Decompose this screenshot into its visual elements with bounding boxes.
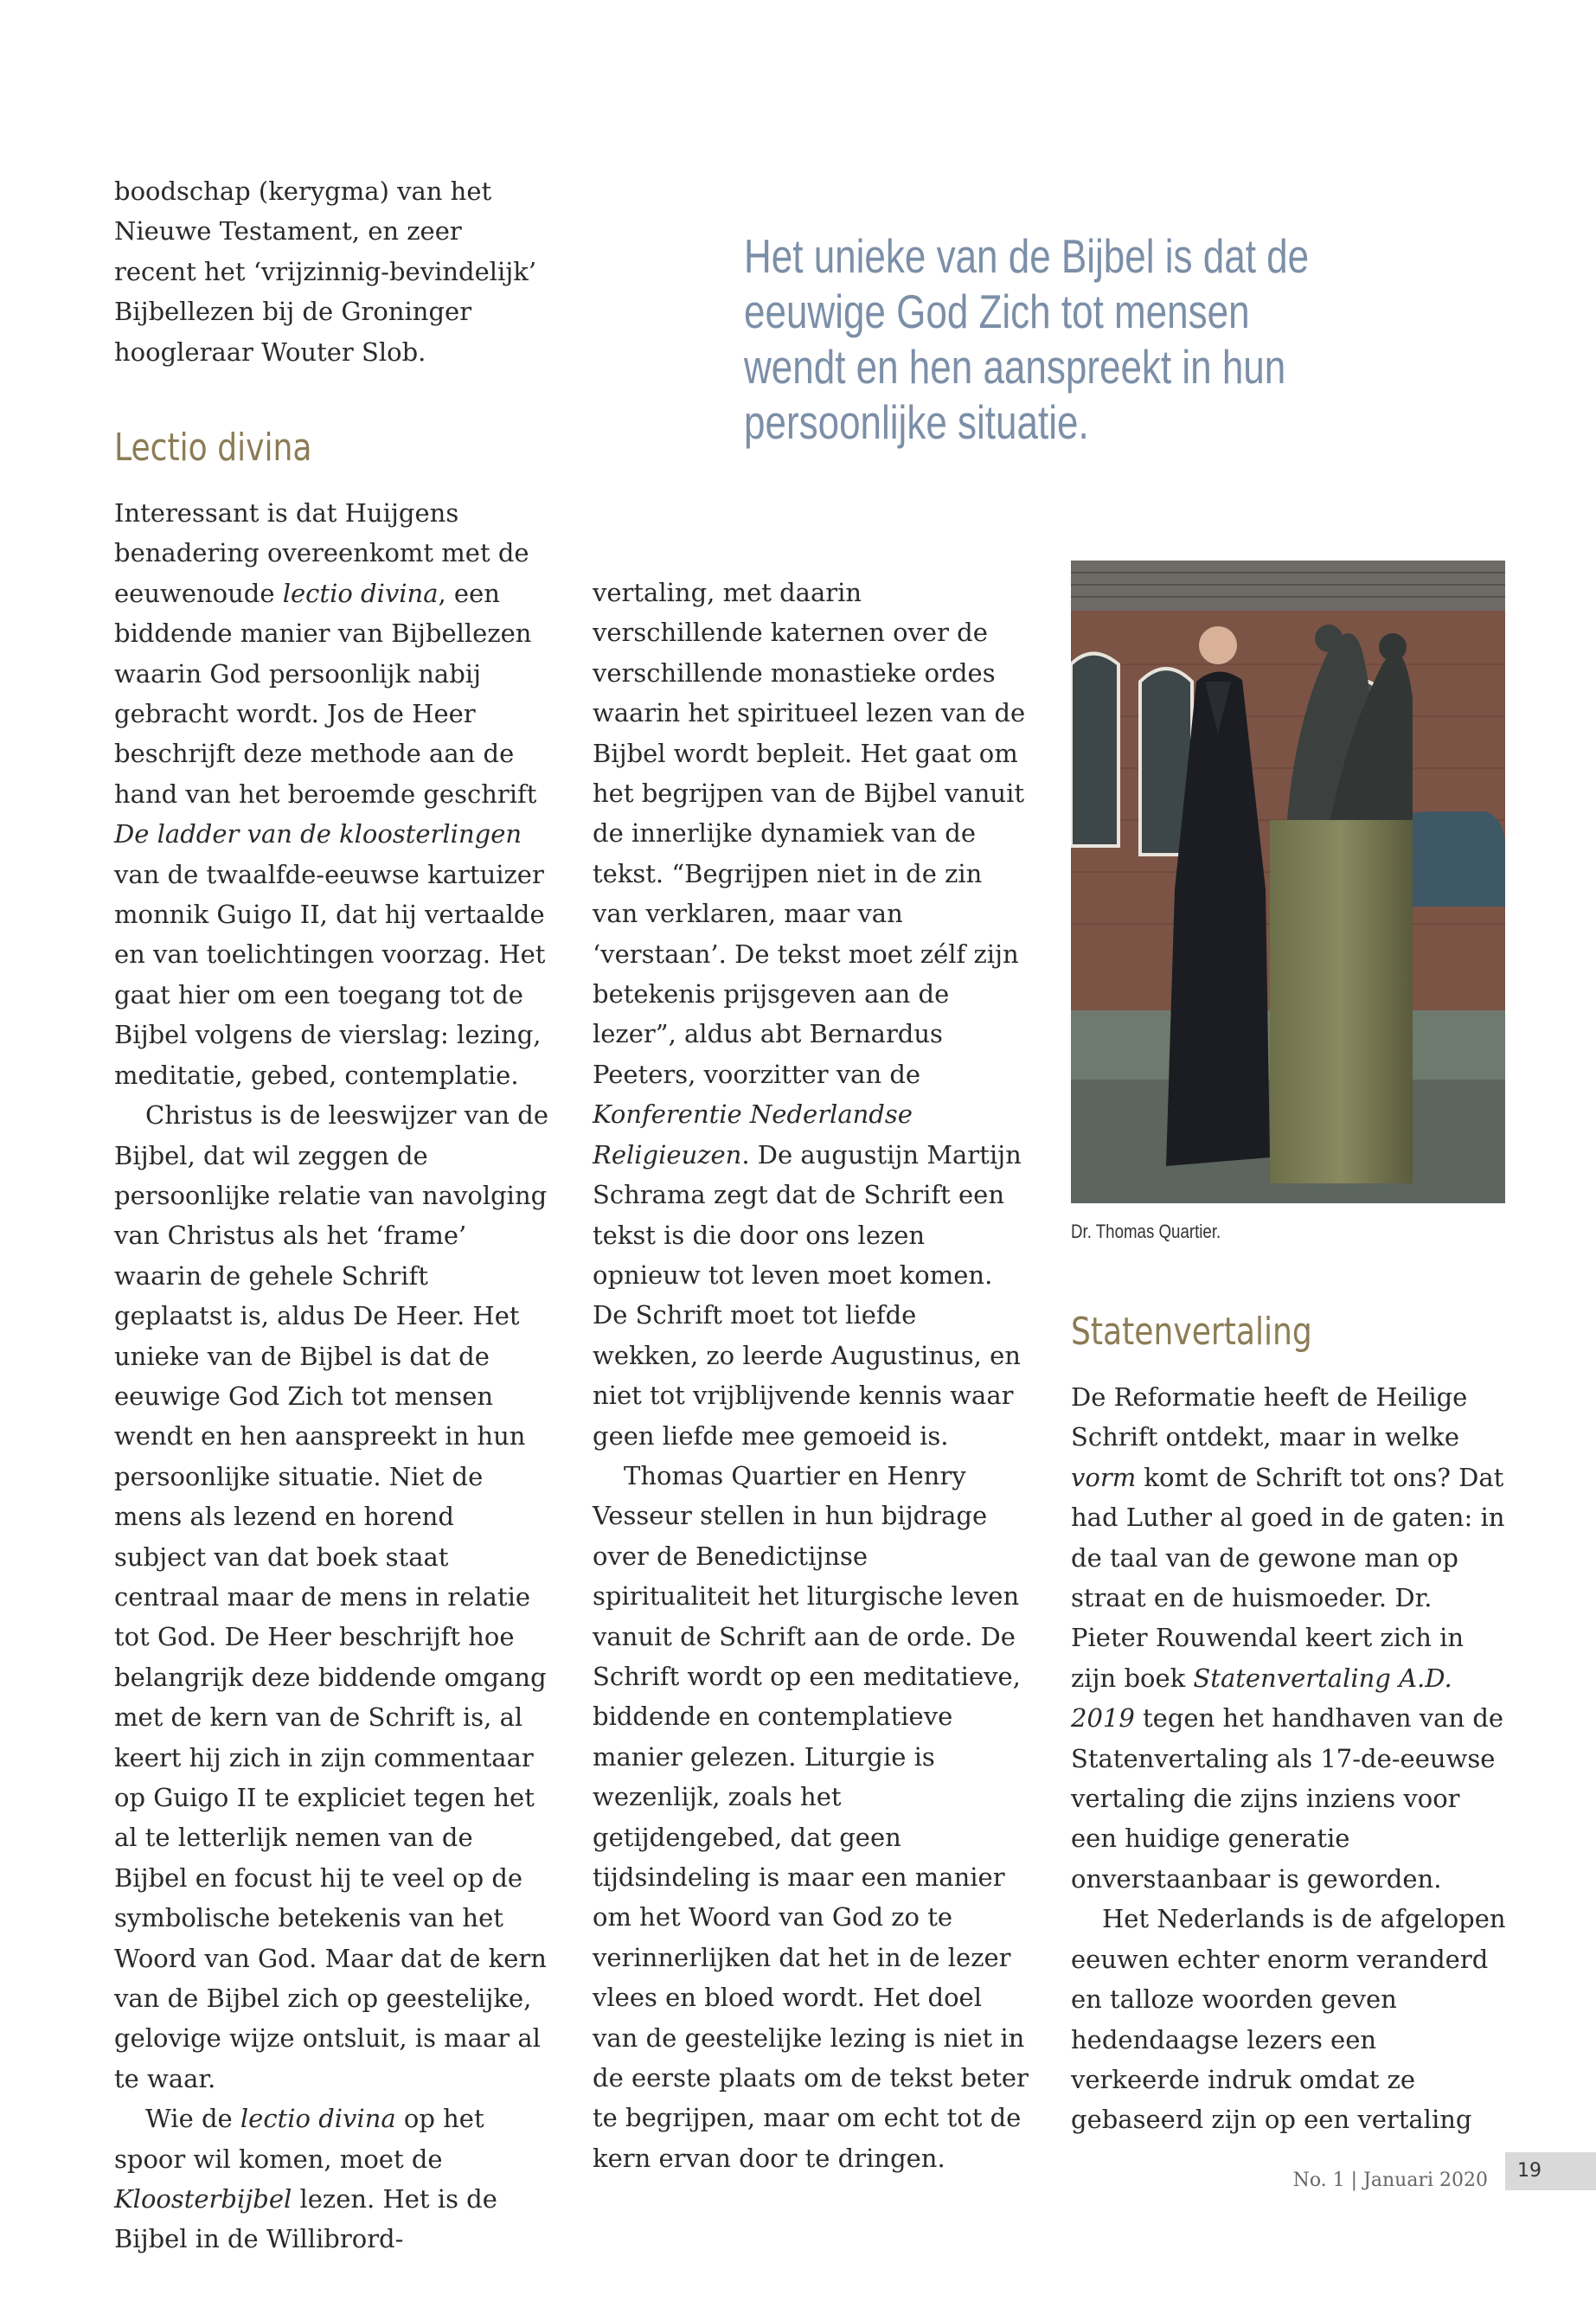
text-run: lezen. Het is de Bijbel in de Willibrord- <box>114 2184 497 2254</box>
text-run: van de twaalfde-eeuwse kartuizer monnik Guigo II, dat hij vertaalde en van toelichtingen voorzag. Het gaat hier om een toegang tot de Bijbel volgens de vierslag: lezing, meditatie, gebed, contemplatie. <box>114 859 546 1090</box>
text-run: tegen het handhaven van de Statenvertaling als 17-de-eeuwse vertaling die zijns inziens voor een huidige generatie onverstaanbaar is geworden. <box>1071 1703 1504 1894</box>
intro-paragraph: boodschap (kerygma) van het Nieuwe Testament, en zeer recent het ‘vrijzinnig-bevindelijk’ Bijbellezen bij de Groninger hoogleraar Wouter Slob. <box>114 176 537 367</box>
italic-term: lectio divina <box>282 578 439 608</box>
photo-caption: Dr. Thomas Quartier. <box>1071 1221 1221 1242</box>
text-run: . De augustijn Martijn Schrama zegt dat de Schrift een tekst is die door ons lezen opnieuw tot leven moet komen. De Schrift moet tot liefde wekken, zo leerde Augustinus, en niet tot vrijblijvende kennis waar geen liefde mee gemoeid is. <box>593 1139 1022 1451</box>
text-run: op het spoor wil komen, moet de <box>114 2104 484 2174</box>
italic-book-title: Statenvertaling A.D. 2019 <box>1071 1663 1452 1734</box>
text-run: vertaling, met daarin verschillende katernen over de verschillende monastieke ordes waarin het spiritueel lezen van de Bijbel wordt bepleit. Het gaat om het begrijpen van de Bijbel vanuit de innerlijke dynamiek van de tekst. “Begrijpen niet in de zin van verklaren, maar van ‘verstaan’. De tekst moet zélf zijn betekenis prijsgeven aan de lezer”, aldus abt Bernardus Peeters, voorzitter van de <box>593 578 1026 1089</box>
body-paragraph <box>1071 1377 1508 1899</box>
page-number: 19 <box>1505 2152 1596 2190</box>
left-column-body <box>114 493 551 2259</box>
left-column-intro <box>114 171 551 372</box>
body-paragraph <box>114 2099 551 2259</box>
italic-term: lectio divina <box>240 2104 396 2134</box>
italic-book-title: Kloosterbijbel <box>114 2184 292 2214</box>
portrait-photo <box>1071 561 1505 1203</box>
italic-book-title: De ladder van de kloosterlingen <box>114 819 522 849</box>
issue-info: No. 1 | Januari 2020 <box>1292 2170 1488 2191</box>
text-run: komt de Schrift tot ons? Dat had Luther al goed in de gaten: in de taal van de gewone man op straat en de huismoeder. Dr. Pieter Rouwendal keert zich in zijn boek <box>1071 1462 1505 1693</box>
body-paragraph <box>593 573 1029 1456</box>
body-paragraph: Christus is de leeswijzer van de Bijbel, dat wil zeggen de persoonlijke relatie van navolging van Christus als het ‘frame’ waarin de gehele Schrift geplaatst is, aldus De Heer. Het unieke van de Bijbel is dat de eeuwige God Zich tot mensen wendt en hen aanspreekt in hun persoonlijke situatie. Niet de mens als lezend en horend subject van dat boek staat centraal maar de mens in relatie tot God. De Heer beschrijft hoe belangrijk deze biddende omgang met de kern van de Schrift is, al keert hij zich in zijn commentaar op Guigo II te expliciet tegen het al te letterlijk nemen van de Bijbel en focust hij te veel op de symbolische betekenis van het Woord van God. Maar dat de kern van de Bijbel zich op geestelijke, gelovige wijze ontsluit, is maar al te waar. <box>114 1100 549 2093</box>
text-run: Interessant is dat Huijgens benadering overeenkomt met de eeuwenoude <box>114 498 529 608</box>
text-run: De Reformatie heeft de Heilige Schrift ontdekt, maar in welke <box>1071 1382 1468 1452</box>
italic-organization: Konferentie Nederlandse Religieuzen <box>593 1099 913 1170</box>
body-paragraph: Het Nederlands is de afgelopen eeuwen echter enorm veranderd en talloze woorden geven hedendaagse lezers een verkeerde indruk omdat ze gebaseerd zijn op een vertaling <box>1071 1904 1506 2135</box>
pull-quote: Het unieke van de Bijbel is dat de eeuwige God Zich tot mensen wendt en hen aanspreekt in hun persoonlijke situatie. <box>744 229 1310 449</box>
italic-term: vorm <box>1071 1462 1137 1492</box>
text-run: , een biddende manier van Bijbellezen waarin God persoonlijk nabij gebracht wordt. Jos de Heer beschrijft deze methode aan de hand van het beroemde geschrift <box>114 578 537 809</box>
middle-column-body <box>593 573 1029 2178</box>
body-paragraph: Thomas Quartier en Henry Vesseur stellen in hun bijdrage over de Benedictijnse spiritualiteit het liturgische leven vanuit de Schrift aan de orde. De Schrift wordt op een meditatieve, biddende en contemplatieve manier gelezen. Liturgie is wezenlijk, zoals het getijdengebed, dat geen tijdsindeling is maar een manier om het Woord van God zo te verinnerlijken dat het in de lezer vlees en bloed wordt. Het doel van de geestelijke lezing is niet in de eerste plaats om de tekst beter te begrijpen, maar om echt tot de kern ervan door te dringen. <box>593 1460 1029 2173</box>
right-column-body <box>1071 1377 1508 2140</box>
text-run: Wie de <box>145 2104 240 2134</box>
body-paragraph <box>114 493 551 1095</box>
section-heading-statenvertaling: Statenvertaling <box>1071 1310 1312 1354</box>
section-heading-lectio-divina: Lectio divina <box>114 426 312 470</box>
